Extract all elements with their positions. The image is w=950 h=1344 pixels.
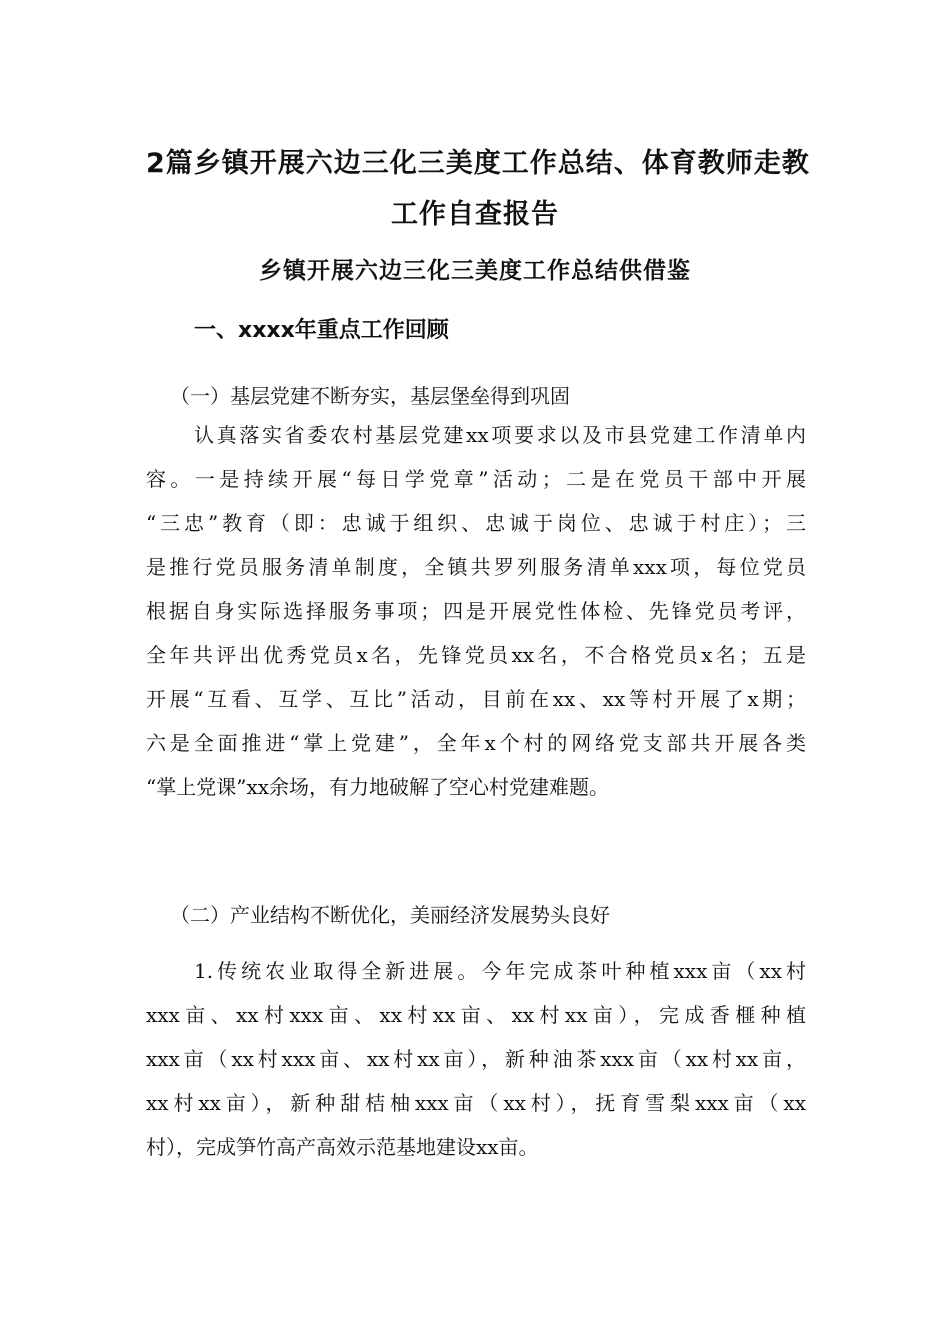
document-title-line-2: 工作自查报告 bbox=[391, 199, 559, 230]
paragraph-line: 开展“互看、互学、互比”活动，目前在xx、xx等村开展了x期； bbox=[146, 687, 806, 711]
paragraph-line: xxx亩（xx村xxx亩、xx村xx亩），新种油茶xxx亩（xx村xx亩， bbox=[146, 1047, 806, 1071]
paragraph-line: 认真落实省委农村基层党建xx项要求以及市县党建工作清单内 bbox=[194, 423, 806, 447]
subsection-heading-1: （一）基层党建不断夯实，基层堡垒得到巩固 bbox=[170, 384, 570, 408]
paragraph-industry bbox=[146, 949, 806, 1169]
paragraph-line: xxx亩、xx村xxx亩、xx村xx亩、xx村xx亩），完成香榧种植 bbox=[146, 1003, 806, 1027]
paragraph-line: “掌上党课”xx余场，有力地破解了空心村党建难题。 bbox=[146, 775, 610, 799]
document-subtitle: 乡镇开展六边三化三美度工作总结供借鉴 bbox=[259, 258, 691, 284]
paragraph-line: 是推行党员服务清单制度，全镇共罗列服务清单xxx项，每位党员 bbox=[146, 555, 806, 579]
paragraph-line: 六是全面推进“掌上党建”，全年x个村的网络党支部共开展各类 bbox=[146, 731, 806, 755]
paragraph-line: 1.传统农业取得全新进展。今年完成茶叶种植xxx亩（xx村 bbox=[194, 959, 806, 983]
subsection-heading-2: （二）产业结构不断优化，美丽经济发展势头良好 bbox=[170, 903, 610, 927]
section-heading: 一、xxxx年重点工作回顾 bbox=[194, 318, 449, 343]
document-title-line-1: 2篇乡镇开展六边三化三美度工作总结、体育教师走教 bbox=[146, 148, 810, 179]
paragraph-line: xx村xx亩），新种甜桔柚xxx亩（xx村），抚育雪梨xxx亩（xx bbox=[146, 1091, 806, 1115]
paragraph-line: 村），完成笋竹高产高效示范基地建设xx亩。 bbox=[146, 1135, 539, 1159]
paragraph-line: 全年共评出优秀党员x名，先锋党员xx名，不合格党员x名；五是 bbox=[146, 643, 806, 667]
paragraph-line: “三忠”教育（即：忠诚于组织、忠诚于岗位、忠诚于村庄）；三 bbox=[146, 511, 806, 535]
paragraph-line: 根据自身实际选择服务事项；四是开展党性体检、先锋党员考评， bbox=[146, 599, 806, 623]
paragraph-line: 容。一是持续开展“每日学党章”活动；二是在党员干部中开展 bbox=[146, 467, 806, 491]
paragraph-party-building bbox=[146, 413, 806, 809]
